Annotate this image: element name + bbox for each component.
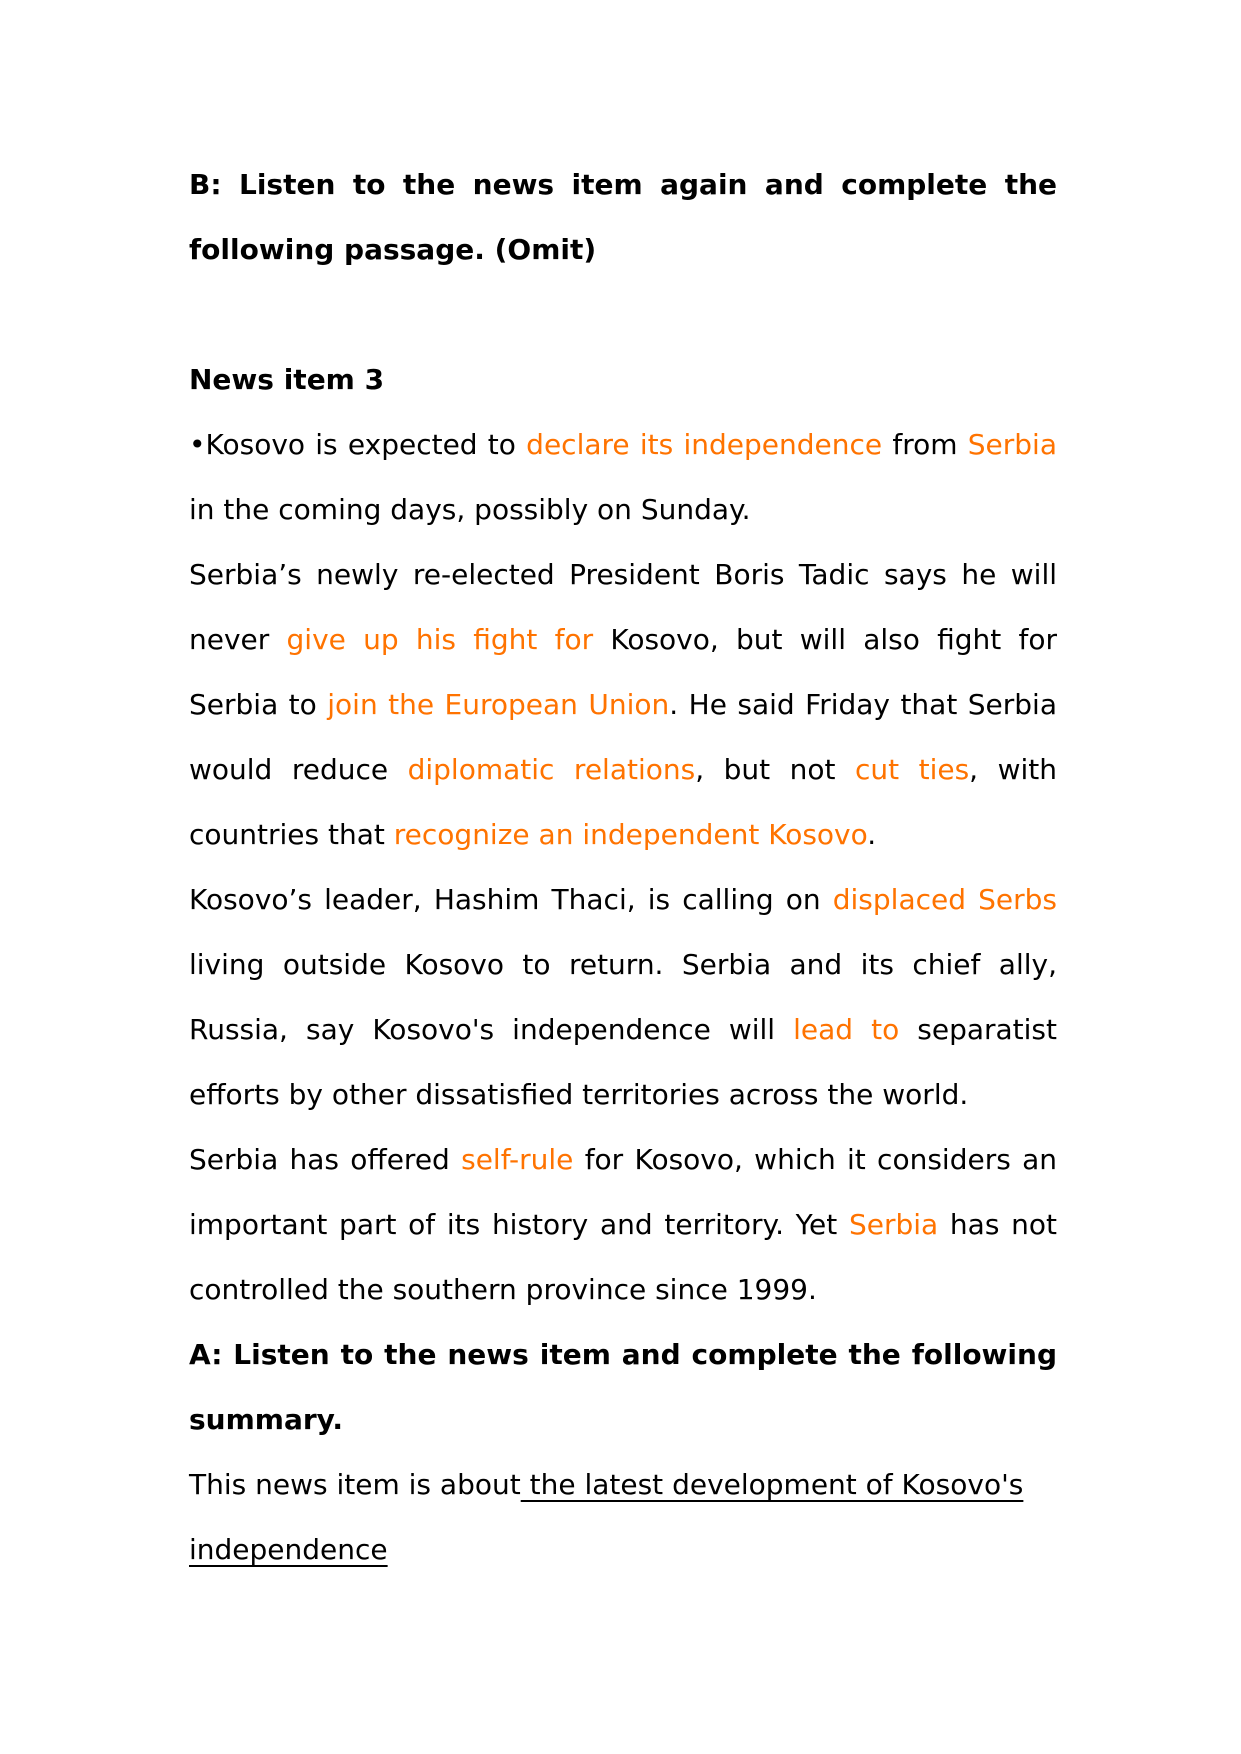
paragraph-text: •Kosovo is expected to [189,428,527,461]
spacer [189,282,1057,347]
document-page [189,152,1057,1582]
answer-highlight: give up his fight for [286,623,594,656]
news-paragraph-4 [189,1127,1057,1322]
news-item-heading: News item 3 [189,363,385,396]
paragraph-text: . [867,818,877,851]
answer-highlight: recognize an independent Kosovo [393,818,868,851]
paragraph-text: Kosovo’s leader, Hashim Thaci, is calling on [189,883,833,916]
paragraph-text: Kosovo, but will also fight for Serbia to [189,623,1057,721]
news-paragraph-3 [189,867,1057,1127]
paragraph-text: Serbia’s newly re-elected President Boris Tadic says he will never [189,558,1057,656]
paragraph-text: separatist efforts by other dissatisfied territories across the world. [189,1013,1057,1111]
paragraph-text: . He said Friday that Serbia would reduce [189,688,1057,786]
answer-highlight: cut ties [854,753,970,786]
answer-highlight: diplomatic relations [407,753,696,786]
news-paragraph-2 [189,542,1057,867]
news-paragraph-1 [189,412,1057,542]
paragraph-text: living outside Kosovo to return. Serbia and its chief ally, Russia, say Kosovo's independence will [189,948,1057,1046]
section-b-instruction: B: Listen to the news item again and complete the following passage. (Omit) [189,168,1057,266]
section-a-instruction: A: Listen to the news item and complete the following summary. [189,1338,1057,1436]
paragraph-text: has not controlled the southern province since 1999. [189,1208,1057,1306]
paragraph-text: for Kosovo, which it considers an important part of its history and territory. Yet [189,1143,1057,1241]
paragraph-text: , but not [695,753,855,786]
answer-highlight: Serbia [967,428,1057,461]
paragraph-text: Serbia has offered [189,1143,462,1176]
answer-highlight: self-rule [461,1143,574,1176]
paragraph-text: from [882,428,968,461]
paragraph-text: in the coming days, possibly on Sunday. [189,493,751,526]
paragraph-text: , with countries that [189,753,1057,851]
answer-highlight: Serbia [848,1208,939,1241]
answer-highlight: declare its independence [526,428,883,461]
summary-line [189,1452,1057,1582]
summary-prefix: This news item is about [189,1468,521,1501]
answer-highlight: join the European Union [327,688,670,721]
answer-highlight: displaced Serbs [832,883,1057,916]
summary-answer: the latest development of Kosovo's independence [189,1468,1024,1566]
answer-highlight: lead to [793,1013,900,1046]
